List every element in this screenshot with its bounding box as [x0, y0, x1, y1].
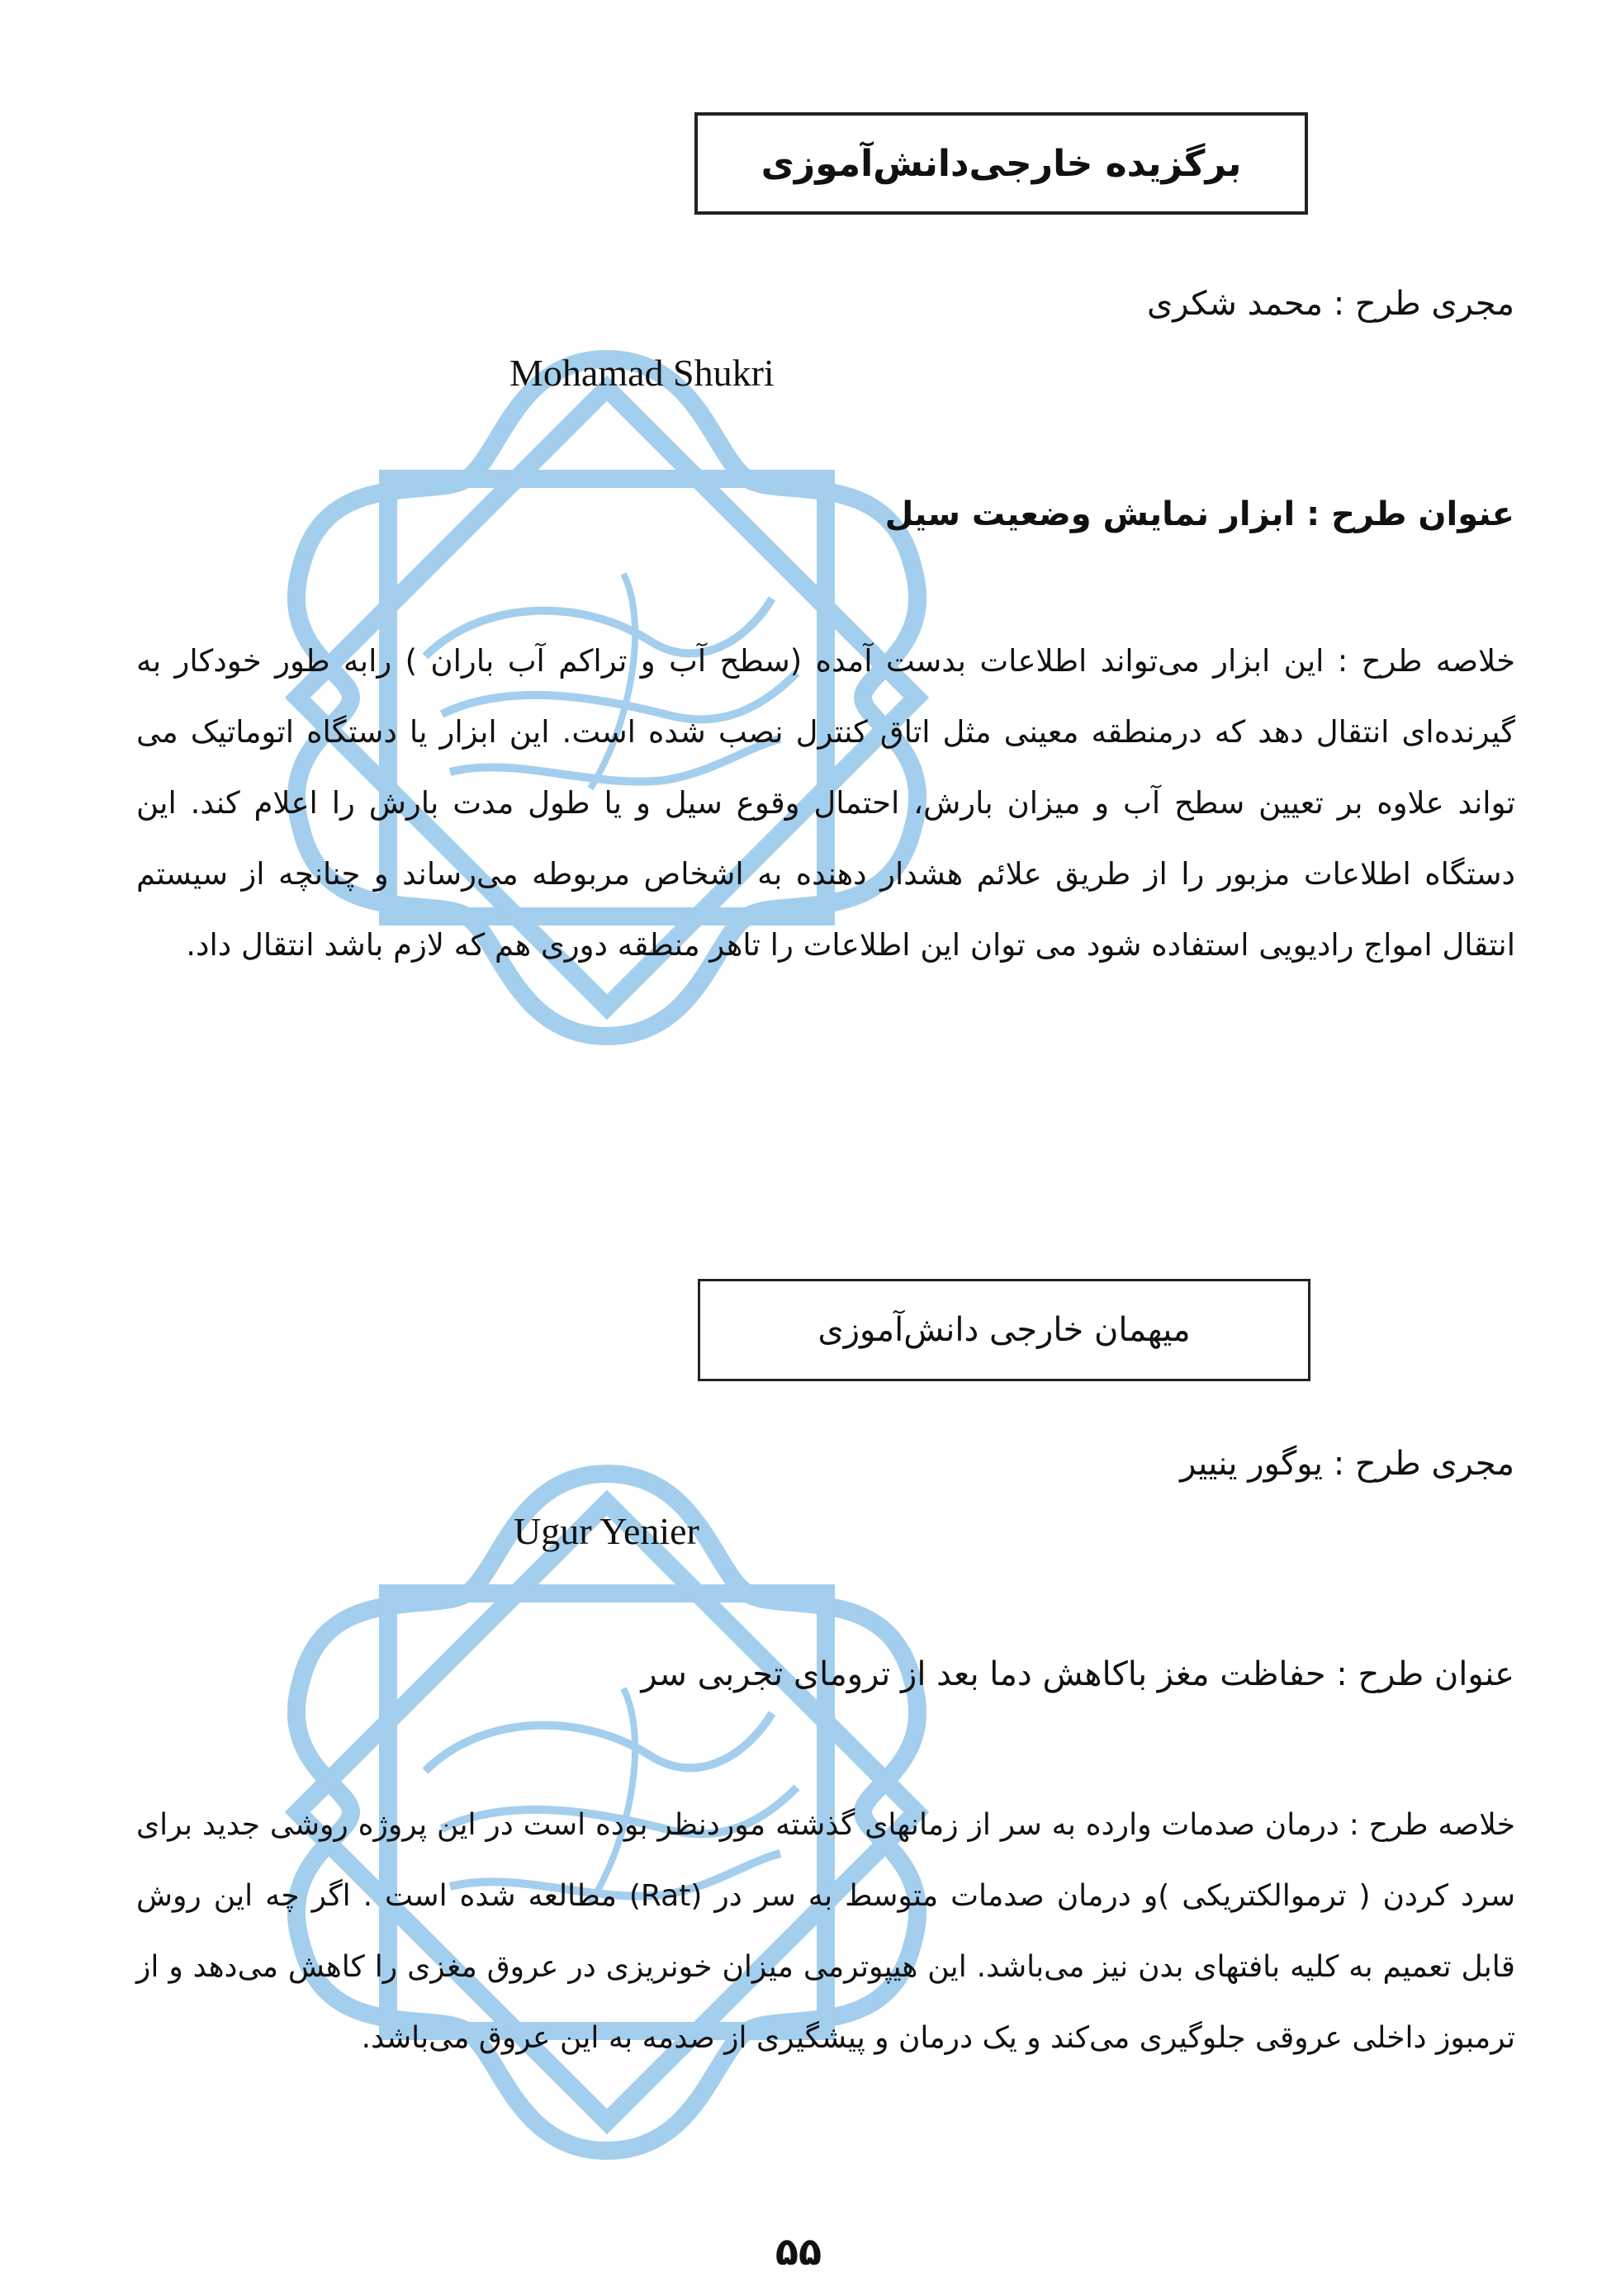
section1-project-title: عنوان طرح : ابزار نمایش وضعیت سیل: [884, 495, 1514, 533]
section2-project-title: عنوان طرح : حفاظت مغز باکاهش دما بعد از ترومای تجربی سر: [641, 1655, 1514, 1693]
section2-executor: مجری طرح : یوگور ینییر: [1180, 1445, 1514, 1483]
section1-executor-latin: Mohamad Shukri: [509, 352, 775, 394]
section2-title: میهمان خارجی دانش‌آموزی: [817, 1311, 1191, 1349]
section1-executor: مجری طرح : محمد شکری: [1146, 285, 1514, 323]
section2-executor-latin: Ugur Yenier: [514, 1510, 699, 1552]
section2-title-box: [698, 1279, 1310, 1381]
section1-title: برگزیده خارجی‌دانش‌آموزی: [761, 142, 1242, 185]
section1-title-box: [694, 112, 1308, 215]
section2-summary: خلاصه طرح : درمان صدمات وارده به سر از زمانهای گذشته موردنظر بوده است در این پروژه روشی جدید برای سرد کردن ( ترموالکتریکی )و درمان صدمات متوسط به سر در (Rat) مطالعه شده است . اگر چه این روش قابل تعمیم به کلیه بافتهای بدن نیز می‌باشد. این هیپوترمی میزان خونریزی در عروق مغزی را کاهش می‌دهد و از ترمبوز داخلی عروقی جلوگیری می‌کند و یک درمان و پیشگیری از صدمه به این عروق می‌باشد.: [136, 1808, 1516, 2055]
section1-summary: خلاصه طرح : این ابزار می‌تواند اطلاعات بدست آمده (سطح آب و تراکم آب باران ) رابه طور خودکار به گیرنده‌ای انتقال دهد که درمنطقه معینی مثل اتاق کنترل نصب شده است. این ابزار یا دستگاه اتوماتیک می تواند علاوه بر تعیین سطح آب و میزان بارش، احتمال وقوع سیل و یا طول مدت بارش را اعلام کند. این دستگاه اطلاعات مزبور را از طریق علائم هشدار دهنده به اشخاص مربوطه می‌رساند و چنانچه از سیستم انتقال امواج رادیویی استفاده شود می توان این اطلاعات را تاهر منطقه دوری هم که لازم باشد انتقال داد.: [136, 643, 1515, 963]
page-number: ۵۵: [775, 2229, 822, 2274]
